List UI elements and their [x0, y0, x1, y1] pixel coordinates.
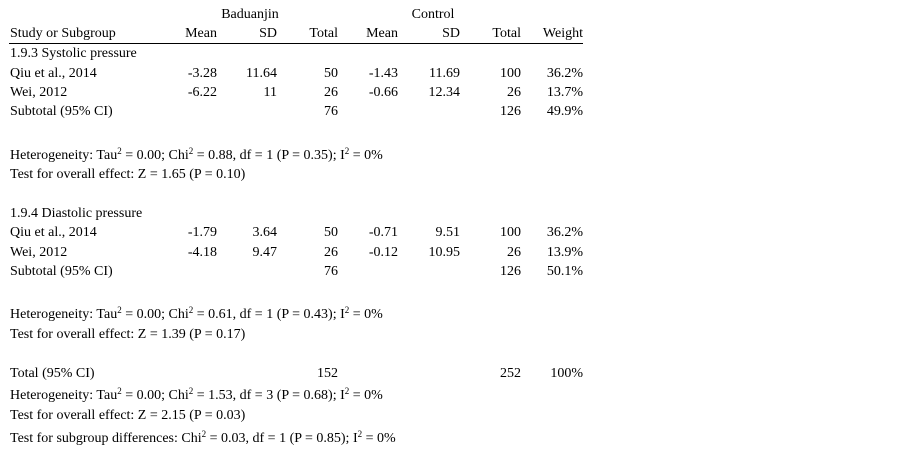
exp-sd: 9.47	[252, 245, 277, 260]
ctrl-sd: 11.69	[429, 66, 460, 81]
total-label: Total (95% CI)	[10, 366, 95, 381]
subgroup-title: 1.9.4 Diastolic pressure	[10, 206, 143, 221]
col-header-ctrl-total: Total	[492, 26, 521, 41]
total-ctrl-total: 252	[500, 366, 521, 381]
study-name: Wei, 2012	[10, 245, 68, 260]
overall-effect-line: Test for overall effect: Z = 1.65 (P = 0.10)	[10, 167, 246, 182]
exp-total: 50	[324, 66, 338, 81]
exp-sd: 3.64	[252, 225, 277, 240]
col-header-exp-total: Total	[309, 26, 338, 41]
subgroup-title: 1.9.3 Systolic pressure	[10, 46, 137, 61]
total-weight: 100%	[550, 366, 583, 381]
study-name: Qiu et al., 2014	[10, 66, 97, 81]
ctrl-total: 100	[500, 225, 521, 240]
exp-mean: -3.28	[187, 66, 217, 81]
overall-effect-line: Test for overall effect: Z = 1.39 (P = 0.17)	[10, 327, 246, 342]
subtotal-label: Subtotal (95% CI)	[10, 264, 113, 279]
exp-total: 26	[324, 85, 338, 100]
ctrl-sd: 9.51	[435, 225, 460, 240]
ctrl-mean: -0.71	[368, 225, 398, 240]
subtotal-ctrl-total: 126	[500, 104, 521, 119]
heterogeneity-line: Heterogeneity: Tau$^2$ = 0.00; Chi$^2$ = 0.88, df = 1 (P = 0.35); $I^2 = 0\%$	[10, 146, 383, 163]
group-header-control: Control	[411, 7, 455, 22]
ctrl-sd: 12.34	[428, 85, 460, 100]
ctrl-mean: -0.12	[368, 245, 398, 260]
ctrl-mean: -0.66	[368, 85, 398, 100]
col-header-ctrl-mean: Mean	[366, 26, 398, 41]
subtotal-exp-total: 76	[324, 264, 338, 279]
exp-sd: 11.64	[246, 66, 277, 81]
exp-total: 26	[324, 245, 338, 260]
subtotal-exp-total: 76	[324, 104, 338, 119]
weight: 36.2%	[546, 225, 583, 240]
subtotal-weight: 50.1%	[546, 264, 583, 279]
col-header-ctrl-sd: SD	[442, 26, 460, 41]
ctrl-sd: 10.95	[428, 245, 460, 260]
ctrl-total: 26	[507, 245, 521, 260]
exp-sd: 11	[263, 85, 277, 100]
col-header-weight: Weight	[542, 26, 583, 41]
ctrl-total: 100	[500, 66, 521, 81]
study-name: Qiu et al., 2014	[10, 225, 97, 240]
subtotal-weight: 49.9%	[546, 104, 583, 119]
exp-total: 50	[324, 225, 338, 240]
heterogeneity-line: Heterogeneity: Tau$^2$ = 0.00; Chi$^2$ = 0.61, df = 1 (P = 0.43); $I^2 = 0\%$	[10, 305, 383, 322]
weight: 13.7%	[546, 85, 583, 100]
ctrl-mean: -1.43	[368, 66, 398, 81]
heterogeneity-line: Heterogeneity: Tau$^2$ = 0.00; Chi$^2$ = 1.53, df = 3 (P = 0.68); $I^2 = 0\%$	[10, 386, 383, 403]
exp-mean: -4.18	[187, 245, 217, 260]
ctrl-total: 26	[507, 85, 521, 100]
col-header-exp-mean: Mean	[185, 26, 217, 41]
subtotal-label: Subtotal (95% CI)	[10, 104, 113, 119]
weight: 36.2%	[546, 66, 583, 81]
group-header-baduanjin: Baduanjin	[221, 7, 279, 22]
total-exp-total: 152	[317, 366, 338, 381]
overall-effect-line: Test for overall effect: Z = 2.15 (P = 0.03)	[10, 408, 246, 423]
col-header-study: Study or Subgroup	[10, 26, 116, 41]
exp-mean: -6.22	[187, 85, 217, 100]
subgroup-differences-line: Test for subgroup differences: Chi$^2$ = 0.03, df = 1 (P = 0.85); $I^2 = 0\%$	[10, 429, 396, 446]
col-header-exp-sd: SD	[259, 26, 277, 41]
header-rule	[9, 43, 583, 44]
exp-mean: -1.79	[187, 225, 217, 240]
weight: 13.9%	[546, 245, 583, 260]
study-name: Wei, 2012	[10, 85, 68, 100]
subtotal-ctrl-total: 126	[500, 264, 521, 279]
